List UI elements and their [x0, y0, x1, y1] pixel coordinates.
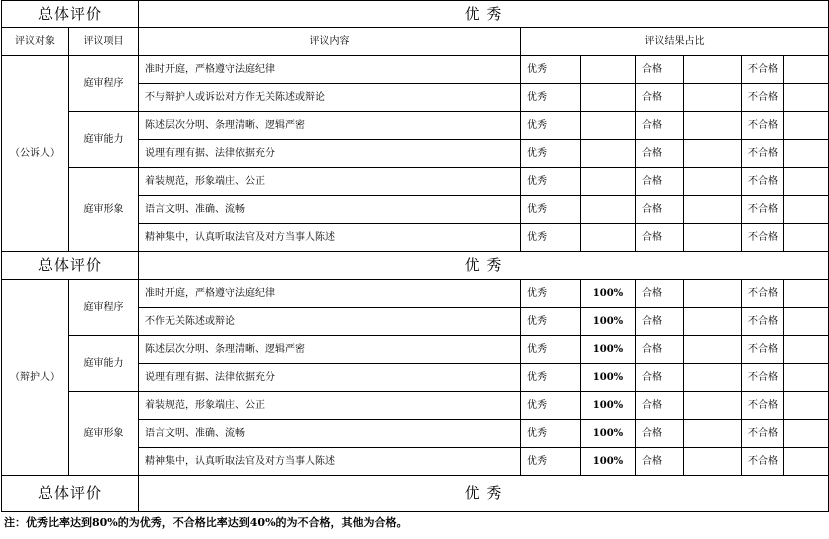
grade-qualified: 合格 [636, 448, 684, 476]
grade-qualified: 合格 [636, 308, 684, 336]
grade-qualified: 合格 [636, 336, 684, 364]
grade-unqualified: 不合格 [742, 420, 784, 448]
qualified-pct [684, 140, 742, 168]
content-cell: 着装规范，形象端庄、公正 [139, 168, 521, 196]
table-row [2, 168, 829, 196]
excellent-pct: 100% [581, 280, 636, 308]
unqualified-pct [784, 308, 829, 336]
qualified-pct [684, 224, 742, 252]
unqualified-pct [784, 392, 829, 420]
grade-excellent: 优秀 [521, 364, 581, 392]
grade-qualified: 合格 [636, 420, 684, 448]
unqualified-pct [784, 280, 829, 308]
qualified-pct [684, 112, 742, 140]
unqualified-pct [784, 196, 829, 224]
excellent-pct: 100% [581, 448, 636, 476]
overall-value: 优 秀 [139, 252, 829, 280]
content-cell: 着装规范，形象端庄、公正 [139, 392, 521, 420]
excellent-pct [581, 196, 636, 224]
unqualified-pct [784, 224, 829, 252]
qualified-pct [684, 84, 742, 112]
grade-qualified: 合格 [636, 280, 684, 308]
excellent-pct: 100% [581, 308, 636, 336]
category-label: 庭审形象 [69, 392, 139, 476]
grade-qualified: 合格 [636, 168, 684, 196]
excellent-pct [581, 56, 636, 84]
unqualified-pct [784, 168, 829, 196]
grade-qualified: 合格 [636, 112, 684, 140]
grade-unqualified: 不合格 [742, 364, 784, 392]
grade-unqualified: 不合格 [742, 280, 784, 308]
content-cell: 准时开庭，严格遵守法庭纪律 [139, 56, 521, 84]
grade-excellent: 优秀 [521, 196, 581, 224]
grade-excellent: 优秀 [521, 84, 581, 112]
content-cell: 语言文明、准确、流畅 [139, 420, 521, 448]
grade-excellent: 优秀 [521, 140, 581, 168]
grade-unqualified: 不合格 [742, 140, 784, 168]
grade-unqualified: 不合格 [742, 308, 784, 336]
grade-unqualified: 不合格 [742, 168, 784, 196]
header-object: 评议对象 [2, 28, 69, 56]
grade-unqualified: 不合格 [742, 448, 784, 476]
content-cell: 不与辩护人或诉讼对方作无关陈述或辩论 [139, 84, 521, 112]
table-row [2, 280, 829, 308]
content-cell: 说理有理有据、法律依据充分 [139, 140, 521, 168]
excellent-pct [581, 168, 636, 196]
qualified-pct [684, 364, 742, 392]
qualified-pct [684, 420, 742, 448]
grade-qualified: 合格 [636, 364, 684, 392]
grade-excellent: 优秀 [521, 448, 581, 476]
category-label: 庭审能力 [69, 112, 139, 168]
grade-excellent: 优秀 [521, 224, 581, 252]
excellent-pct: 100% [581, 364, 636, 392]
header-content: 评议内容 [139, 28, 521, 56]
object-label: （公诉人） [2, 56, 69, 252]
excellent-pct [581, 112, 636, 140]
qualified-pct [684, 56, 742, 84]
grade-unqualified: 不合格 [742, 112, 784, 140]
grade-excellent: 优秀 [521, 420, 581, 448]
category-label: 庭审程序 [69, 56, 139, 112]
grade-unqualified: 不合格 [742, 56, 784, 84]
excellent-pct: 100% [581, 420, 636, 448]
qualified-pct [684, 448, 742, 476]
evaluation-table [1, 0, 829, 512]
content-cell: 精神集中，认真听取法官及对方当事人陈述 [139, 448, 521, 476]
grade-unqualified: 不合格 [742, 224, 784, 252]
grade-unqualified: 不合格 [742, 84, 784, 112]
content-cell: 陈述层次分明、条理清晰、逻辑严密 [139, 336, 521, 364]
overall-value: 优 秀 [139, 1, 829, 28]
header-item: 评议项目 [69, 28, 139, 56]
grade-qualified: 合格 [636, 84, 684, 112]
excellent-pct: 100% [581, 336, 636, 364]
category-label: 庭审形象 [69, 168, 139, 252]
overall-label: 总体评价 [2, 252, 139, 280]
overall-value: 优 秀 [139, 476, 829, 512]
grade-unqualified: 不合格 [742, 336, 784, 364]
qualified-pct [684, 336, 742, 364]
grade-excellent: 优秀 [521, 112, 581, 140]
table-row [2, 56, 829, 84]
table-row [2, 112, 829, 140]
excellent-pct [581, 224, 636, 252]
unqualified-pct [784, 84, 829, 112]
overall-label: 总体评价 [2, 1, 139, 28]
content-cell: 准时开庭，严格遵守法庭纪律 [139, 280, 521, 308]
grade-unqualified: 不合格 [742, 196, 784, 224]
qualified-pct [684, 168, 742, 196]
grade-excellent: 优秀 [521, 336, 581, 364]
table-row [2, 336, 829, 364]
content-cell: 语言文明、准确、流畅 [139, 196, 521, 224]
unqualified-pct [784, 112, 829, 140]
unqualified-pct [784, 420, 829, 448]
excellent-pct [581, 140, 636, 168]
qualified-pct [684, 196, 742, 224]
qualified-pct [684, 392, 742, 420]
grade-unqualified: 不合格 [742, 392, 784, 420]
grade-excellent: 优秀 [521, 392, 581, 420]
grade-qualified: 合格 [636, 140, 684, 168]
qualified-pct [684, 280, 742, 308]
unqualified-pct [784, 56, 829, 84]
qualified-pct [684, 308, 742, 336]
grade-excellent: 优秀 [521, 308, 581, 336]
unqualified-pct [784, 364, 829, 392]
content-cell: 陈述层次分明、条理清晰、逻辑严密 [139, 112, 521, 140]
footnote: 注：优秀比率达到80%的为优秀，不合格比率达到40%的为不合格，其他为合格。 [4, 516, 408, 529]
grade-excellent: 优秀 [521, 280, 581, 308]
grade-qualified: 合格 [636, 224, 684, 252]
grade-qualified: 合格 [636, 56, 684, 84]
content-cell: 不作无关陈述或辩论 [139, 308, 521, 336]
table-row [2, 392, 829, 420]
content-cell: 精神集中，认真听取法官及对方当事人陈述 [139, 224, 521, 252]
overall-label: 总体评价 [2, 476, 139, 512]
unqualified-pct [784, 448, 829, 476]
grade-excellent: 优秀 [521, 56, 581, 84]
grade-excellent: 优秀 [521, 168, 581, 196]
object-label: （辩护人） [2, 280, 69, 476]
unqualified-pct [784, 140, 829, 168]
excellent-pct: 100% [581, 392, 636, 420]
header-result: 评议结果占比 [521, 28, 829, 56]
grade-qualified: 合格 [636, 392, 684, 420]
grade-qualified: 合格 [636, 196, 684, 224]
category-label: 庭审能力 [69, 336, 139, 392]
content-cell: 说理有理有据、法律依据充分 [139, 364, 521, 392]
excellent-pct [581, 84, 636, 112]
category-label: 庭审程序 [69, 280, 139, 336]
unqualified-pct [784, 336, 829, 364]
